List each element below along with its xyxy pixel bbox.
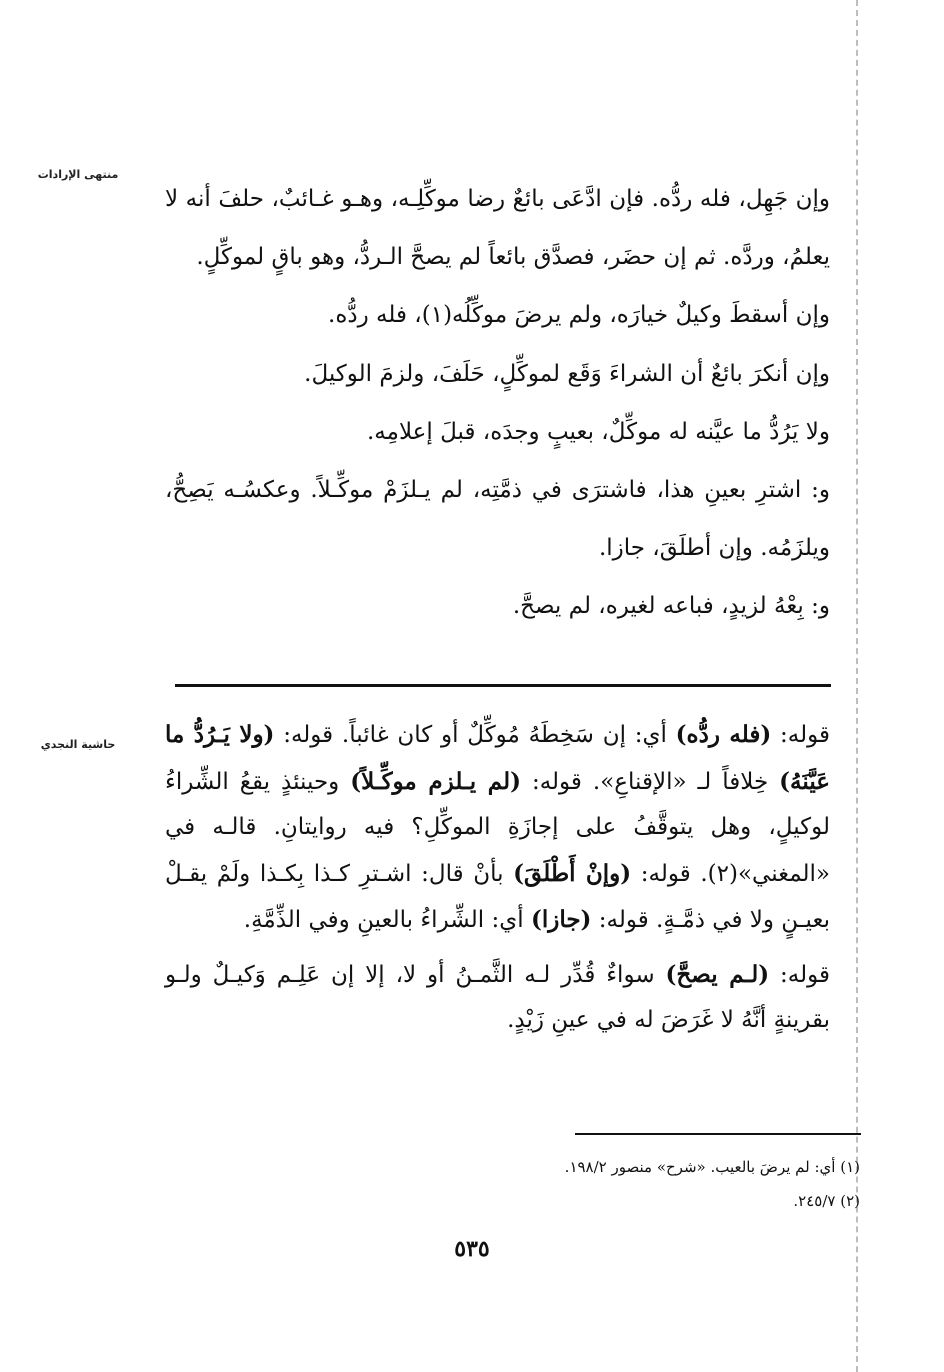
hashiya-lemma: (لم يـلزم موكِّـلاً) bbox=[350, 767, 521, 795]
hashiya-lemma: (فله ردُّه) bbox=[675, 721, 772, 748]
footnote-rule bbox=[575, 1133, 861, 1135]
hashiya-text-run: سواءٌ قُدِّر لـه الثَّمـنُ أو لا، إلا إن عَلِـم وَكيـلٌ ولـو بقرينةٍ أنَّهُ لا غَرَضَ له في عينِ زَيْدٍ. bbox=[165, 961, 830, 1033]
page-number: ٥٣٥ bbox=[454, 1236, 490, 1262]
hashiya-lemma: (لـم يصحَّ) bbox=[665, 960, 770, 988]
hashiya-text-run: قوله: bbox=[771, 722, 830, 748]
matn-hashiya-separator bbox=[175, 684, 831, 687]
matn-text bbox=[165, 170, 830, 636]
hashiya-lemma: (جازا) bbox=[530, 906, 592, 933]
matn-paragraph: وإن أسقطَ وكيلٌ خيارَه، ولم يرضَ موكِّلُه(١)، فله ردُّه. bbox=[328, 302, 830, 329]
footnote: (٢) ٢٤٥/٧. bbox=[793, 1192, 860, 1210]
hashiya-side-label: حاشية النجدي bbox=[40, 738, 116, 751]
hashiya-paragraph bbox=[165, 952, 830, 1044]
hashiya-text-run: خِلافاً لـ «الإقناعِ». قوله: bbox=[520, 768, 780, 795]
matn-paragraph: وإن أنكرَ بائعٌ أن الشراءَ وَقَع لموكِّلٍ، حَلَفَ، ولزمَ الوكيلَ. bbox=[304, 360, 830, 387]
hashiya-text-run: بأنْ قال: اشـترِ كـذا بِكـذا ولَمْ يقـلْ بعيـنٍ ولا في ذمَّـةٍ. قوله: bbox=[165, 860, 830, 933]
hashiya-lemma: (وإنْ أَطْلَقَ) bbox=[513, 859, 632, 887]
hashiya-text-run: أي: إن سَخِطَهُ مُوكِّلٌ أو كان غائباً. قوله: bbox=[274, 722, 676, 748]
footnotes bbox=[360, 1150, 860, 1218]
matn-paragraph: و: اشترِ بعينِ هذا، فاشترَى في ذمَّتِه، لم يـلزَمْ موكِّـلاً. وعكسُـه يَصِحُّ، ويلزَمُه. وإن أطلَقَ، جازا. bbox=[165, 477, 830, 562]
matn-paragraph: ولا يَرُدُّ ما عيَّنه له موكِّلٌ، بعيبٍ وجدَه، قبلَ إعلامِه. bbox=[367, 418, 830, 445]
hashiya-lemma: (ولا يَـرُدُّ ما عَيَّنَهُ) bbox=[165, 721, 830, 795]
matn-paragraph: وإن جَهِل، فله ردُّه. فإن ادَّعَى بائعٌ رضا موكِّلِـه، وهـو غـائبٌ، حلفَ أنه لا يعلمُ، وردَّه. ثم إن حضَر، فصدَّق بائعاً لم يصحَّ الـردُّ، وهو باقٍ لموكِّلٍ. bbox=[165, 186, 830, 271]
matn-side-label: منتهى الإرادات bbox=[37, 168, 119, 181]
hashiya-text-run: أي: الشِّراءُ بالعينِ وفي الذِّمَّةِ. bbox=[243, 907, 531, 933]
hashiya-text-run: قوله: bbox=[769, 961, 830, 988]
hashiya-text bbox=[165, 712, 830, 1044]
footnote: (١) أي: لم يرضَ بالعيب. «شرح» منصور ١٩٨/٢. bbox=[564, 1158, 860, 1176]
hashiya-paragraph bbox=[165, 712, 830, 944]
hashiya-text-run: وحينئذٍ يقعُ الشِّراءُ لوكيلٍ، وهل يتوقَّفُ على إجازَةِ الموكِّلِ؟ فيه روايتانِ. قالـه في «المغني»(٢). قوله: bbox=[165, 768, 831, 887]
matn-paragraph: و: بِعْهُ لزيدٍ، فباعه لغيره، لم يصحَّ. bbox=[512, 593, 830, 620]
